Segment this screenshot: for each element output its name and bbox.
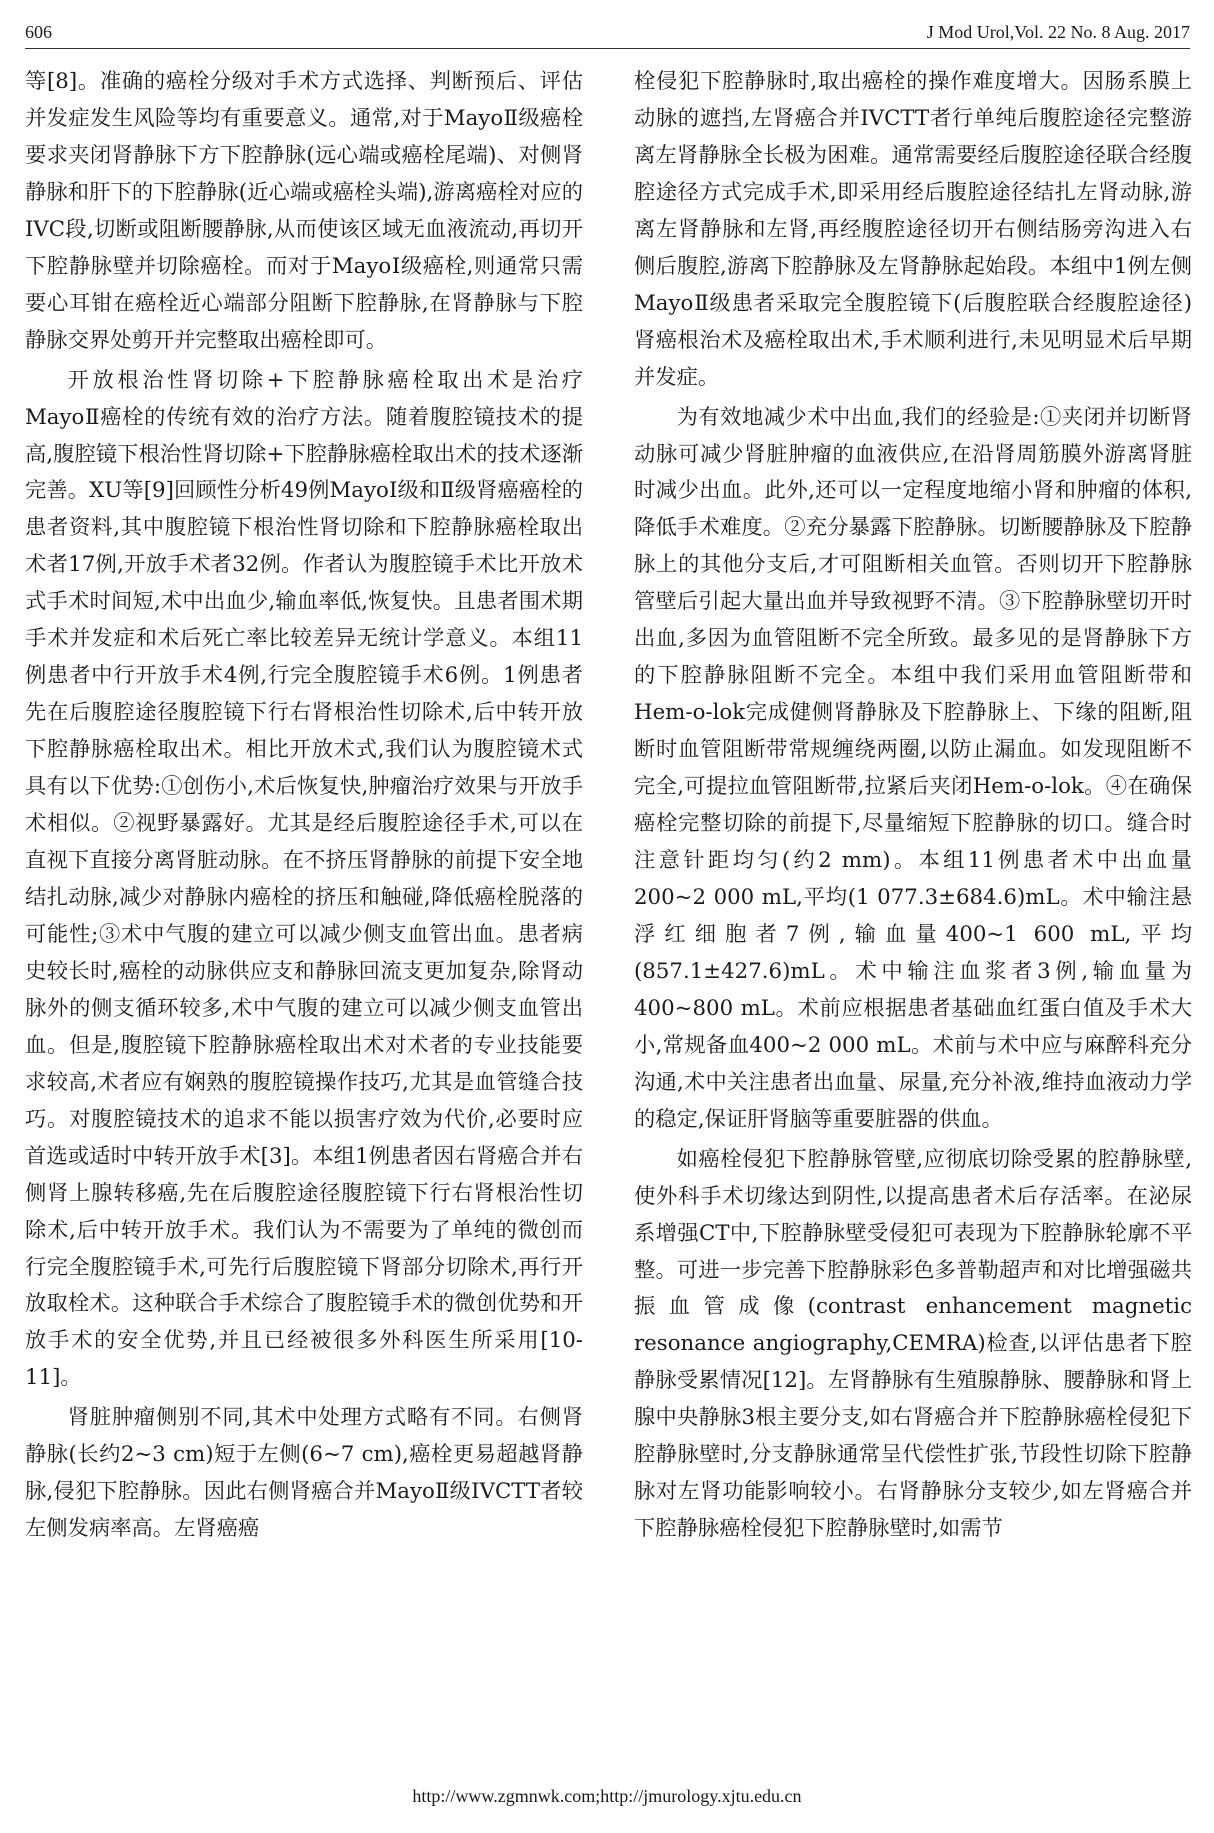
page-header	[25, 18, 1190, 49]
page-number: 606	[25, 22, 52, 42]
journal-citation: J Mod Urol,Vol. 22 No. 8 Aug. 2017	[926, 22, 1190, 42]
right-column	[634, 64, 1192, 1548]
paragraph: 栓侵犯下腔静脉时,取出癌栓的操作难度增大。因肠系膜上动脉的遮挡,左肾癌合并IVCTT者行单纯后腹腔途径完整游离左肾静脉全长极为困难。通常需要经后腹腔途径联合经腹腔途径方式完成手术,即采用经后腹腔途径结扎左肾动脉,游离左肾静脉和左肾,再经腹腔途径切开右侧结肠旁沟进入右侧后腹腔,游离下腔静脉及左肾静脉起始段。本组中1例左侧MayoⅡ级患者采取完全腹腔镜下(后腹腔联合经腹腔途径)肾癌根治术及癌栓取出术,手术顺利进行,未见明显术后早期并发症。	[634, 69, 1192, 390]
paragraph: 开放根治性肾切除+下腔静脉癌栓取出术是治疗MayoⅡ癌栓的传统有效的治疗方法。随着腹腔镜技术的提高,腹腔镜下根治性肾切除+下腔静脉癌栓取出术的技术逐渐完善。XU等[9]回顾性分析49例MayoⅠ级和Ⅱ级肾癌癌栓的患者资料,其中腹腔镜下根治性肾切除和下腔静脉癌栓取出术者17例,开放手术者32例。作者认为腹腔镜手术比开放术式手术时间短,术中出血少,输血率低,恢复快。且患者围术期手术并发症和术后死亡率比较差异无统计学意义。本组11例患者中行开放手术4例,行完全腹腔镜手术6例。1例患者先在后腹腔途径腹腔镜下行右肾根治性切除术,后中转开放下腔静脉癌栓取出术。相比开放术式,我们认为腹腔镜术式具有以下优势:①创伤小,术后恢复快,肿瘤治疗效果与开放手术相似。②视野暴露好。尤其是经后腹腔途径手术,可以在直视下直接分离肾脏动脉。在不挤压肾静脉的前提下安全地结扎动脉,减少对静脉内癌栓的挤压和触碰,降低癌栓脱落的可能性;③术中气腹的建立可以减少侧支血管出血。患者病史较长时,癌栓的动脉供应支和静脉回流支更加复杂,除肾动脉外的侧支循环较多,术中气腹的建立可以减少侧支血管出血。但是,腹腔镜下腔静脉癌栓取出术对术者的专业技能要求较高,术者应有娴熟的腹腔镜操作技巧,尤其是血管缝合技巧。对腹腔镜技术的追求不能以损害疗效为代价,必要时应首选或适时中转开放手术[3]。本组1例患者因右肾癌合并右侧肾上腺转移癌,先在后腹腔途径腹腔镜下行右肾根治性切除术,后中转开放手术。我们认为不需要为了单纯的微创而行完全腹腔镜手术,可先行后腹腔镜下肾部分切除术,再行开放取栓术。这种联合手术综合了腹腔镜手术的微创优势和开放手术的安全优势,并且已经被很多外科医生所采用[10-11]。	[25, 367, 583, 1391]
page-footer	[0, 1786, 1214, 1807]
paragraph: 如癌栓侵犯下腔静脉管壁,应彻底切除受累的腔静脉壁,使外科手术切缘达到阴性,以提高患者术后存活率。在泌尿系增强CT中,下腔静脉壁受侵犯可表现为下腔静脉轮廓不平整。可进一步完善下腔静脉彩色多普勒超声和对比增强磁共振血管成像(contrast enhancement magnetic resonance angiography,CEMRA)检查,以评估患者下腔静脉受累情况[12]。左肾静脉有生殖腺静脉、腰静脉和肾上腺中央静脉3根主要分支,如右肾癌合并下腔静脉癌栓侵犯下腔静脉壁时,分支静脉通常呈代偿性扩张,节段性切除下腔静脉对左肾功能影响较小。右肾静脉分支较少,如左肾癌合并下腔静脉癌栓侵犯下腔静脉壁时,如需节	[634, 1146, 1192, 1542]
paragraph: 肾脏肿瘤侧别不同,其术中处理方式略有不同。右侧肾静脉(长约2~3 cm)短于左侧(6~7 cm),癌栓更易超越肾静脉,侵犯下腔静脉。因此右侧肾癌合并MayoⅡ级IVCTT者较左侧发病率高。左肾癌癌	[25, 1405, 583, 1542]
paragraph: 为有效地减少术中出血,我们的经验是:①夹闭并切断肾动脉可减少肾脏肿瘤的血液供应,在沿肾周筋膜外游离肾脏时减少出血。此外,还可以一定程度地缩小肾和肿瘤的体积,降低手术难度。②充分暴露下腔静脉。切断腰静脉及下腔静脉上的其他分支后,才可阻断相关血管。否则切开下腔静脉管壁后引起大量出血并导致视野不清。③下腔静脉壁切开时出血,多因为血管阻断不完全所致。最多见的是肾静脉下方的下腔静脉阻断不完全。本组中我们采用血管阻断带和Hem-o-lok完成健侧肾静脉及下腔静脉上、下缘的阻断,阻断时血管阻断带常规缠绕两圈,以防止漏血。如发现阻断不完全,可提拉血管阻断带,拉紧后夹闭Hem-o-lok。④在确保癌栓完整切除的前提下,尽量缩短下腔静脉的切口。缝合时注意针距均匀(约2 mm)。本组11例患者术中出血量200~2 000 mL,平均(1 077.3±684.6)mL。术中输注悬浮红细胞者7例,输血量400~1 600 mL,平均(857.1±427.6)mL。术中输注血浆者3例,输血量为400~800 mL。术前应根据患者基础血红蛋白值及手术大小,常规备血400~2 000 mL。术前与术中应与麻醉科充分沟通,术中关注患者出血量、尿量,充分补液,维持血液动力学的稳定,保证肝肾脑等重要脏器的供血。	[634, 404, 1192, 1132]
paragraph: 等[8]。准确的癌栓分级对手术方式选择、判断预后、评估并发症发生风险等均有重要意义。通常,对于MayoⅡ级癌栓要求夹闭肾静脉下方下腔静脉(远心端或癌栓尾端)、对侧肾静脉和肝下的下腔静脉(近心端或癌栓头端),游离癌栓对应的IVC段,切断或阻断腰静脉,从而使该区域无血液流动,再切开下腔静脉壁并切除癌栓。而对于MayoⅠ级癌栓,则通常只需要心耳钳在癌栓近心端部分阻断下腔静脉,在肾静脉与下腔静脉交界处剪开并完整取出癌栓即可。	[25, 69, 583, 353]
left-column	[25, 64, 583, 1548]
footer-urls: http://www.zgmnwk.com;http://jmurology.xjtu.edu.cn	[412, 1786, 802, 1806]
